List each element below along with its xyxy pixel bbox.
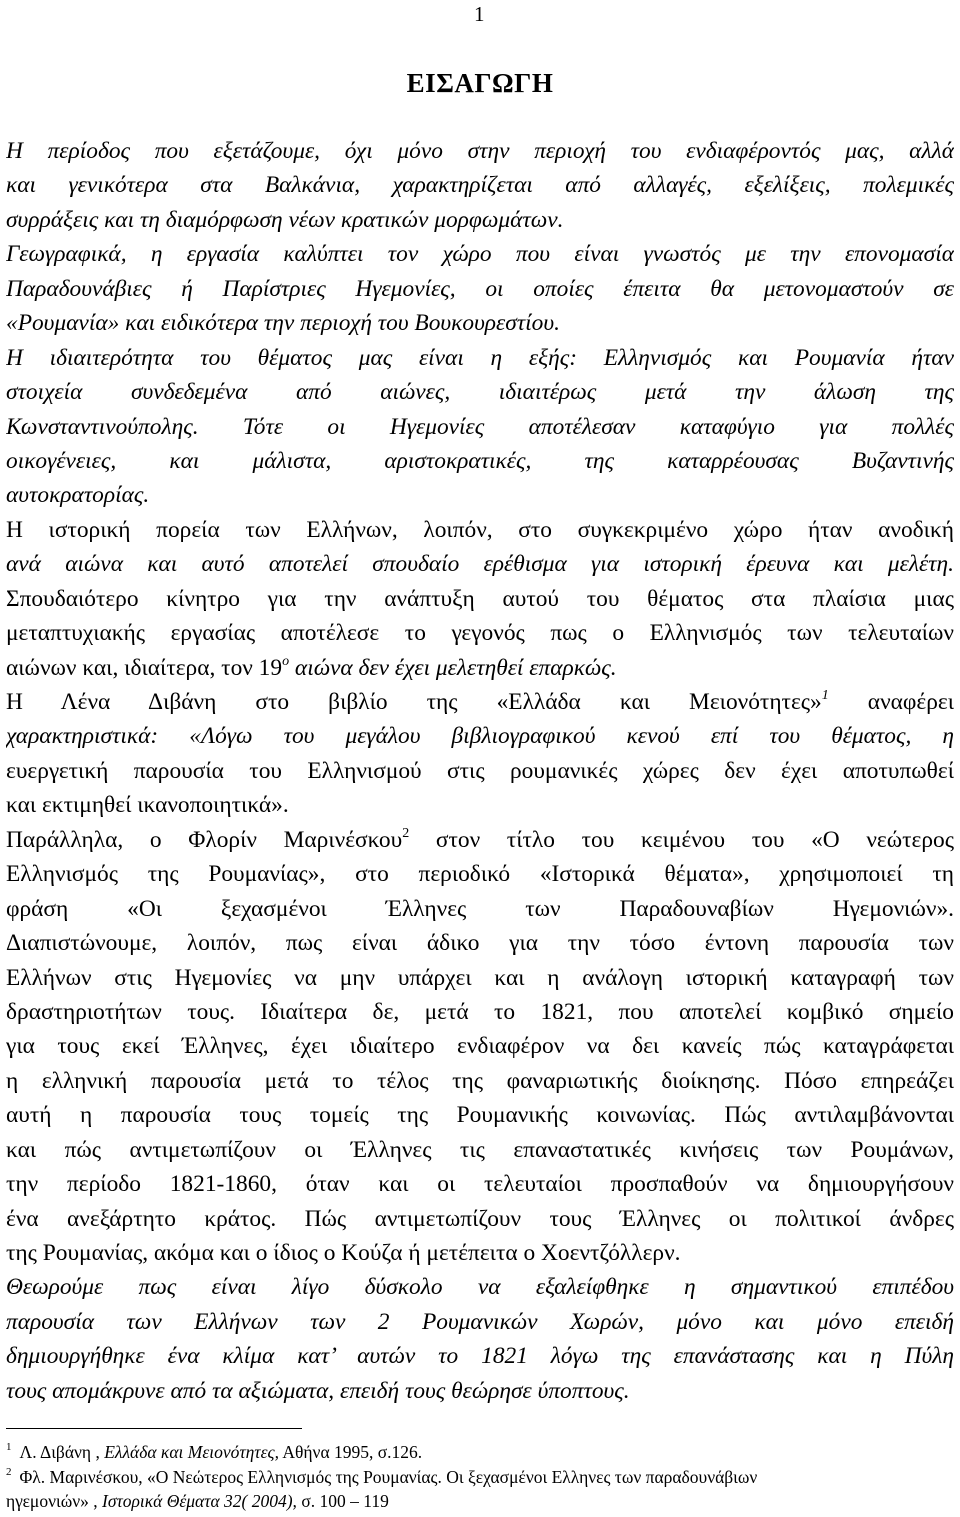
text-line: αυτή η παρουσία τους τομείς της Ρουμανικής κοινωνίας. Πώς αντιλαμβάνονται (6, 1102, 954, 1129)
text-line: ευεργετική παρουσία του Ελληνισμού στις ρουμανικές χώρες δεν έχει αποτυπωθεί (6, 757, 954, 784)
text-line: Παραδουνάβιες ή Παρίστριες Ηγεμονίες, οι οποίες έπειτα θα μετονομαστούν σε (6, 275, 954, 302)
text-line (6, 823, 954, 857)
page-number: 1 (474, 2, 485, 26)
text-line: Ελληνισμός της Ρουμανίας», στο περιοδικό «Ιστορικά θέματα», χρησιμοποιεί τη (6, 861, 954, 888)
text-line: Θεωρούμε πως είναι λίγο δύσκολο να εξαλείφθηκε η σημαντικού επιπέδου (6, 1274, 954, 1301)
text-line: αυτοκρατορίας. (6, 482, 150, 509)
footnote-2-continued (6, 1489, 954, 1513)
text-line: της Ρουμανίας, ακόμα και ο ίδιος ο Κούζα ή μετέπειτα ο Χοεντζόλλερν. (6, 1240, 681, 1266)
footnote-divider (6, 1428, 302, 1429)
footnote-mark: 2 (6, 1466, 12, 1478)
text-line: φράση «Οι ξεχασμένοι Έλληνες των Παραδουναβίων Ηγεμονιών». (6, 895, 954, 922)
footnote-text: Αθήνα 1995, σ.126. (278, 1442, 423, 1462)
footnote-1 (6, 1440, 954, 1464)
footnote-mark: 1 (6, 1441, 12, 1453)
text-line: Γεωγραφικά, η εργασία καλύπτει τον χώρο που είναι γνωστός με την επονομασία (6, 241, 954, 268)
text-line: Κωνσταντινούπολης. Τότε οι Ηγεμονίες αποτέλεσαν καταφύγιο για πολλές (6, 413, 954, 440)
footnote-text: Λ. Διβάνη , (19, 1442, 105, 1462)
text-line: δραστηριοτήτων τους. Ιδιαίτερα δε, μετά το 1821, που αποτελεί κομβικό σημείο (6, 998, 954, 1025)
footnote-text: Ιστορικά Θέματα 32( 2004), (102, 1491, 297, 1511)
text-line: η ελληνική παρουσία μετά το τέλος της φαναριωτικής διοίκησης. Πόσο επηρεάζει (6, 1067, 954, 1094)
page-title: ΕΙΣΑΓΩΓΗ (406, 68, 554, 98)
superscript: ο (282, 653, 290, 669)
text-line: και εκτιμηθεί ικανοποιητικά». (6, 792, 289, 819)
footnote-ref: 2 (402, 825, 410, 841)
footnote-text: Ελλάδα και Μειονότητες, (104, 1442, 279, 1462)
footnote-2 (6, 1465, 954, 1489)
text-line: χαρακτηριστικά: «Λόγω του μεγάλου βιβλιογραφικού κενού επί του θέματος, η (6, 723, 954, 750)
text-line: οικογένειες, και μάλιστα, αριστοκρατικές, της καταρρέουσας Βυζαντινής (6, 447, 954, 474)
text-line: τους απομάκρυνε από τα αξιώματα, επειδή τους θεώρησε ύποπτους. (6, 1377, 630, 1404)
text-line: ένα ανεξάρτητο κράτος. Πώς αντιμετωπίζουν τους Έλληνες οι πολιτικοί άνδρες (6, 1205, 954, 1232)
text-line: για τους εκεί Έλληνες, έχει ιδιαίτερο ενδιαφέρον να δει κανείς πώς καταγράφεται (6, 1033, 954, 1060)
text-line: δημιουργήθηκε ένα κλίμα κατ’ αυτών το 1821 λόγω της επανάστασης και η Πύλη (6, 1343, 954, 1370)
text-line: και γενικότερα στα Βαλκάνια, χαρακτηρίζεται από αλλαγές, εξελίξεις, πολεμικές (6, 172, 954, 199)
text-line: συρράξεις και τη διαμόρφωση νέων κρατικών μορφωμάτων. (6, 206, 564, 233)
text-segment: Παράλληλα, ο Φλορίν Μαρινέσκου (6, 826, 403, 853)
text-line (6, 651, 954, 685)
text-segment: Η Λένα Διβάνη στο βιβλίο της «Ελλάδα και Μειονότητες» (6, 689, 822, 715)
footnote-text: ηγεμονιών» , (6, 1491, 102, 1511)
text-line: «Ρουμανία» και ειδικότερα την περιοχή του Βουκουρεστίου. (6, 310, 560, 337)
text-line (6, 685, 954, 719)
text-line: Η ιδιαιτερότητα του θέματος μας είναι η εξής: Ελληνισμός και Ρουμανία ήταν (6, 344, 954, 371)
text-line: ανά αιώνα και αυτό αποτελεί σπουδαίο ερέθισμα για ιστορική έρευνα και μελέτη. (6, 551, 954, 578)
text-line: παρουσία των Ελλήνων των 2 Ρουμανικών Χωρών, μόνο και μόνο επειδή (6, 1308, 954, 1335)
text-segment: αιώνων και, ιδιαίτερα, τον 19 (6, 654, 283, 681)
body-text (6, 134, 954, 1408)
text-segment: στον τίτλο του κειμένου του «Ο νεώτερος (409, 826, 954, 853)
text-line: Ελλήνων στις Ηγεμονίες να μην υπάρχει και η ανάλογη ιστορική καταγραφή των (6, 964, 954, 991)
text-line: μεταπτυχιακής εργασίας αποτέλεσε το γεγονός πως ο Ελληνισμός των τελευταίων (6, 620, 954, 647)
footnote-text: Φλ. Μαρινέσκου, «Ο Νεώτερος Ελληνισμός της Ρουμανίας. Οι ξεχασμένοι Ελληνες των παραδουνάβιων (19, 1467, 758, 1487)
text-line: Η ιστορική πορεία των Ελλήνων, λοιπόν, στο συγκεκριμένο χώρο ήταν ανοδική (6, 516, 954, 543)
text-line: Σπουδαιότερο κίνητρο για την ανάπτυξη αυτού του θέματος στα πλαίσια μιας (6, 585, 954, 612)
text-line: και πώς αντιμετωπίζουν οι Έλληνες τις επαναστατικές κινήσεις των Ρουμάνων, (6, 1136, 954, 1163)
footnote-ref: 1 (821, 688, 829, 703)
footnote-text: σ. 100 – 119 (296, 1491, 389, 1511)
text-line: στοιχεία συνδεδεμένα από αιώνες, ιδιαιτέρως μετά την άλωση της (6, 379, 954, 406)
text-line: Η περίοδος που εξετάζουμε, όχι μόνο στην περιοχή του ενδιαφέροντός μας, αλλά (6, 138, 954, 164)
text-line: Διαπιστώνουμε, λοιπόν, πως είναι άδικο για την τόσο έντονη παρουσία των (6, 930, 954, 957)
text-segment: αναφέρει (828, 689, 954, 715)
text-line: την περίοδο 1821-1860, όταν και οι τελευταίοι προσπαθούν να δημιουργήσουν (6, 1171, 954, 1198)
text-segment: αιώνα δεν έχει μελετηθεί επαρκώς. (289, 654, 617, 681)
